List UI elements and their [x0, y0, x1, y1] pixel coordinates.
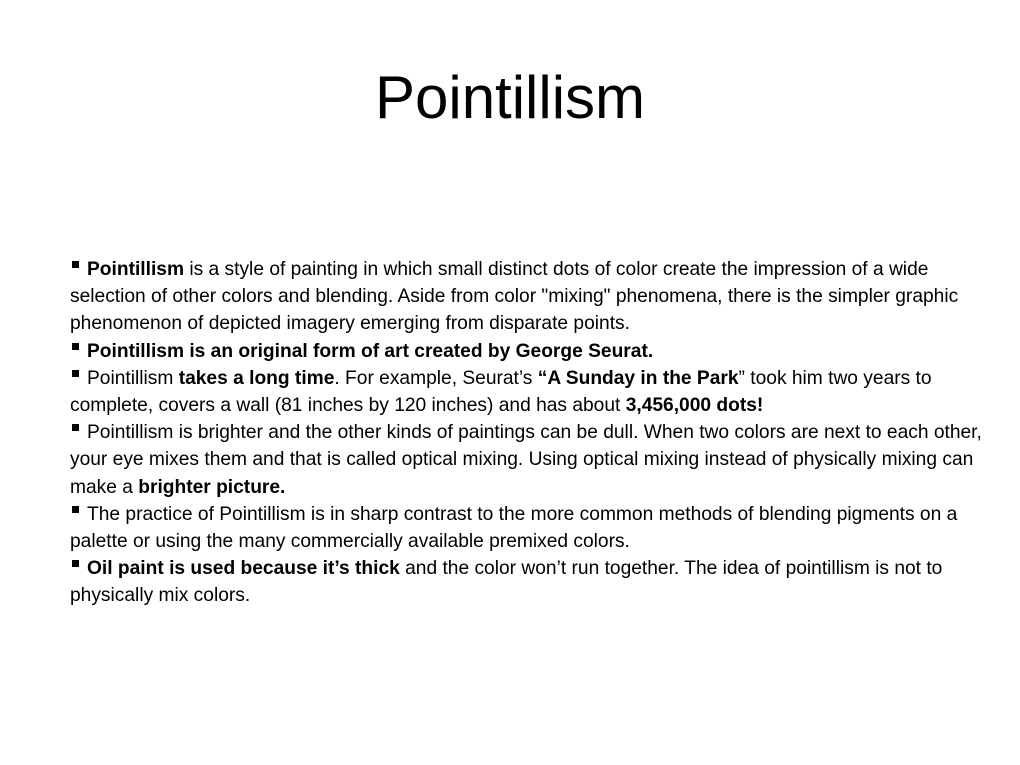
- square-bullet-icon: [72, 370, 79, 377]
- square-bullet-icon: [72, 560, 79, 567]
- bullet-text: ” took him two years to complete, covers a wall (81 inches by 120 inches) and has about: [70, 367, 932, 417]
- square-bullet-icon: [72, 506, 79, 513]
- square-bullet-icon: [72, 424, 79, 431]
- bullet-text: . For example, Seurat’s: [334, 367, 538, 389]
- bullet-text-bold: 3,456,000 dots!: [625, 395, 764, 417]
- bullet-text: is a style of painting in which small distinct dots of color create the impression of a wide selection of other colors and blending. Aside from color "mixing" phenomena, there is the simpler graphic phenomenon of depicted imagery emerging from disparate points.: [70, 259, 959, 335]
- bullet-text-bold: brighter picture.: [138, 476, 286, 498]
- bullet-text-bold: Pointillism is an original form of art created by George Seurat.: [87, 340, 654, 362]
- bullet-list: [70, 256, 985, 610]
- slide-title: Pointillism: [374, 64, 646, 131]
- bullet-text-bold: Pointillism: [87, 259, 185, 280]
- bullet-text: Pointillism is brighter and the other kinds of paintings can be dull. When two colors are next to each other, your eye mixes them and that is called optical mixing. Using optical mixing instead of physically mixing can make a: [70, 422, 982, 498]
- bullet-text-bold: Oil paint is used because it’s thick: [87, 558, 400, 580]
- bullet-text: and the color won’t run together. The idea of pointillism is not to physically mix colors.: [70, 558, 943, 607]
- bullet-text-bold: takes a long time: [178, 367, 335, 389]
- bullet-item: [70, 365, 985, 419]
- bullet-item: [70, 256, 985, 338]
- square-bullet-icon: [72, 261, 79, 268]
- bullet-item: [70, 555, 985, 609]
- bullet-item: [70, 501, 985, 555]
- bullet-item: [70, 419, 985, 501]
- bullet-item: [70, 338, 985, 365]
- bullet-text-bold: “A Sunday in the Park: [537, 367, 739, 389]
- bullet-text: Pointillism: [87, 367, 179, 389]
- bullet-text: The practice of Pointillism is in sharp contrast to the more common methods of blending pigments on a palette or using the many commercially available premixed colors.: [70, 503, 958, 553]
- square-bullet-icon: [72, 343, 79, 350]
